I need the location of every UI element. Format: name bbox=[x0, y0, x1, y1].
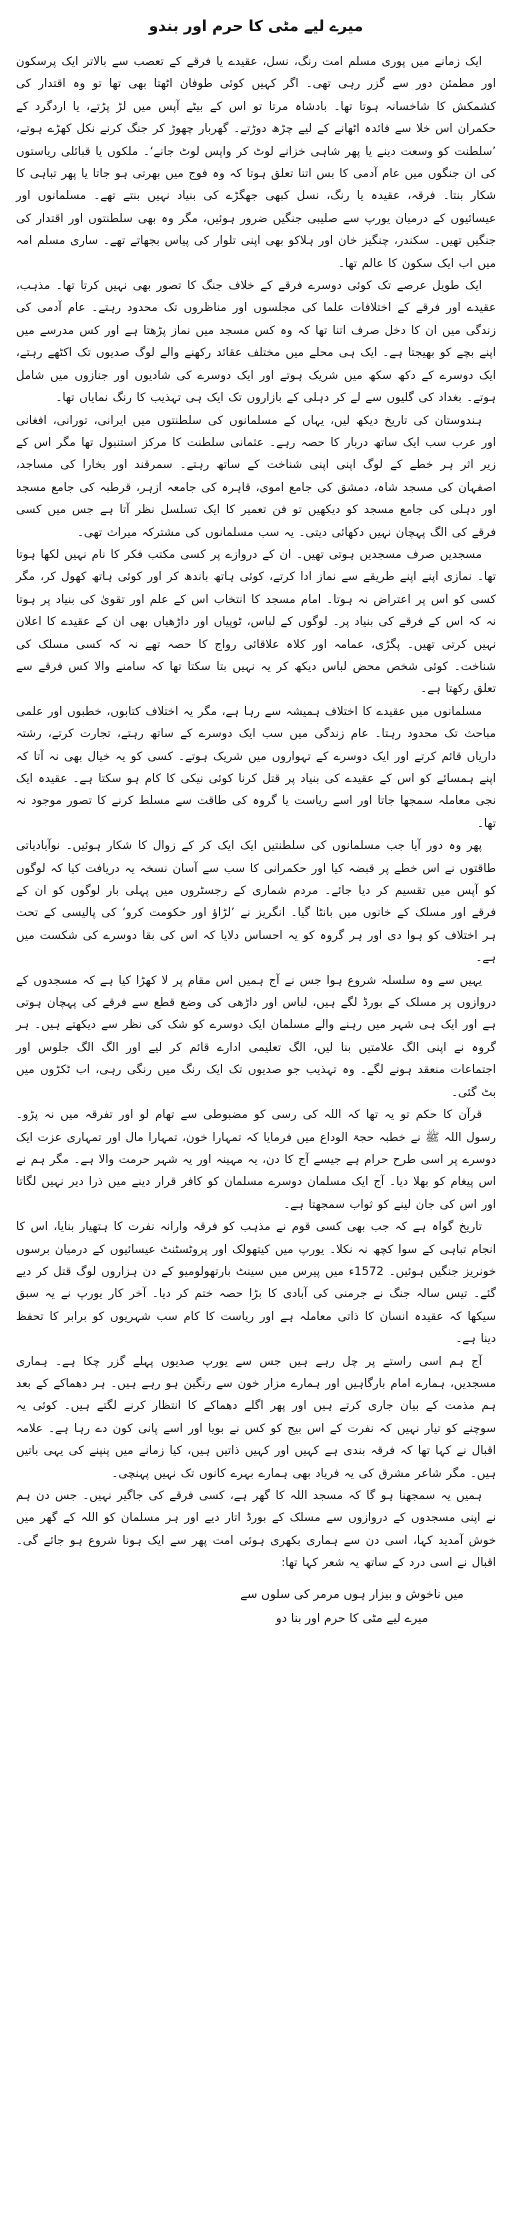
article-title: میرے لیے مٹی کا حرم اور بندو bbox=[148, 17, 364, 35]
verse-line: میں ناخوش و بیزار ہوں مرمر کی سلوں سے bbox=[240, 1586, 464, 1601]
article-paragraph: ایک طویل عرصے تک کوئی دوسرے فرقے کے خلاف جنگ کا تصور بھی نہیں کرتا تھا۔ مذہب، عقیدے اور فرقے کے اختلافات علما کی مجلسوں اور مناظروں تک محدود رہتے۔ عام آدمی کی زندگی میں ان کا دخل صرف اتنا تھا کہ وہ کس مسجد میں نماز پڑھتا ہے اور کس مدرسے میں اپنے بچے کو بھیجتا ہے۔ ایک ہی محلے میں مختلف عقائد رکھنے والے لوگ صدیوں تک اکٹھے رہتے، ایک دوسرے کے دکھ سکھ میں شریک ہوتے اور ایک دوسرے کی شادیوں اور جنازوں میں شامل ہوتے۔ بغداد کی گلیوں سے لے کر دہلی کے بازاروں تک ایک ہی تہذیب کا رنگ نمایاں تھا۔ bbox=[16, 278, 496, 405]
article-paragraph: ہمیں یہ سمجھنا ہو گا کہ مسجد اللہ کا گھر ہے، کسی فرقے کی جاگیر نہیں۔ جس دن ہم نے اپنی مسجدوں کے دروازوں سے مسلک کے بورڈ اتار دیے اور ہر مسلمان کو اللہ کے گھر میں خوش آمدید کہا، اسی دن سے ہماری بکھری ہوئی امت پھر سے ایک ہونا شروع ہو جائے گی۔ اقبال نے اسی درد کے ساتھ یہ شعر کہا تھا: bbox=[16, 1488, 496, 1570]
closing-verse bbox=[208, 1582, 496, 1630]
article-body bbox=[16, 50, 496, 1574]
article-paragraph: مسجدیں صرف مسجدیں ہوتی تھیں۔ ان کے دروازے پر کسی مکتب فکر کا نام نہیں لکھا ہوتا تھا۔ نمازی اپنے اپنے طریقے سے نماز ادا کرتے، کوئی ہاتھ باندھ کر اور کوئی ہاتھ کھول کر، مگر کسی کو اس پر اعتراض نہ ہوتا۔ امام مسجد کا انتخاب اس کے علم اور تقویٰ کی بنیاد پر ہوتا نہ کہ اس کے فرقے کی بنیاد پر۔ لوگوں کے لباس، ٹوپیاں اور داڑھیاں بھی ان کے عقیدے کا اعلان نہیں کرتی تھیں۔ پگڑی، عمامہ اور کلاہ علاقائی رواج کا حصہ تھے نہ کہ کسی مسلک کی شناخت۔ کوئی شخص محض لباس دیکھ کر یہ نہیں بتا سکتا تھا کہ سامنے والا کس فرقے سے تعلق رکھتا ہے۔ bbox=[16, 546, 496, 696]
article-paragraph: مسلمانوں میں عقیدے کا اختلاف ہمیشہ سے رہا ہے، مگر یہ اختلاف کتابوں، خطبوں اور علمی مباحث تک محدود رہتا۔ عام زندگی میں سب ایک دوسرے کے ساتھ رہتے، تجارت کرتے، رشتہ داریاں قائم کرتے اور ایک دوسرے کے تہواروں میں شریک ہوتے۔ کسی کو یہ خیال بھی نہ آتا کہ اپنے ہمسائے کو اس کے عقیدے کی بنیاد پر قتل کرنا کوئی نیکی کا کام ہو سکتا ہے۔ عقیدہ ایک نجی معاملہ سمجھا جاتا اور اسے ریاست یا گروہ کی طاقت سے مسلط کرنے کا تصور موجود نہ تھا۔ bbox=[16, 703, 496, 830]
article-paragraph: قرآن کا حکم تو یہ تھا کہ اللہ کی رسی کو مضبوطی سے تھام لو اور تفرقہ میں نہ پڑو۔ رسول اللہ ﷺ نے خطبہ حجۃ الوداع میں فرمایا کہ تمہارا خون، تمہارا مال اور تمہاری عزت ایک دوسرے پر اسی طرح حرام ہے جیسے آج کا دن، یہ مہینہ اور یہ شہر حرمت والا ہے۔ مگر ہم نے اس پیغام کو بھلا دیا۔ آج ایک مسلمان دوسرے مسلمان کو کافر قرار دینے میں ذرا دیر نہیں لگاتا اور اس کی جان لینے کو ثواب سمجھتا ہے۔ bbox=[16, 1107, 496, 1211]
article-paragraph: پھر وہ دور آیا جب مسلمانوں کی سلطنتیں ایک ایک کر کے زوال کا شکار ہوئیں۔ نوآبادیاتی طاقتوں نے اس خطے پر قبضہ کیا اور حکمرانی کا سب سے آسان نسخہ یہ دریافت کیا کہ لوگوں کو آپس میں تقسیم کر دیا جائے۔ مردم شماری کے رجسٹروں میں پہلی بار لوگوں کو ان کے فرقے اور مسلک کے خانوں میں بانٹا گیا۔ انگریز نے ’لڑاؤ اور حکومت کرو‘ کی پالیسی کے تحت ہر اختلاف کو ہوا دی اور ہر گروہ کو یہ احساس دلایا کہ اس کی بقا دوسرے کی شکست میں ہے۔ bbox=[16, 838, 496, 965]
article-paragraph: آج ہم اسی راستے پر چل رہے ہیں جس سے یورپ صدیوں پہلے گزر چکا ہے۔ ہماری مسجدیں، ہمارے امام بارگاہیں اور ہمارے مزار خون سے رنگین ہو رہے ہیں۔ ہر دھماکے کے بعد ہم مذمت کے بیان جاری کرتے ہیں اور پھر اگلے دھماکے کا انتظار کرنے لگتے ہیں۔ کوئی یہ سوچنے کو تیار نہیں کہ نفرت کے اس بیج کو کس نے بویا اور اسے پانی کون دے رہا ہے۔ علامہ اقبال نے کہا تھا کہ فرقہ بندی ہے کہیں اور کہیں ذاتیں ہیں، کیا زمانے میں پنپنے کی یہی باتیں ہیں۔ مگر شاعر مشرق کی یہ فریاد بھی ہمارے بہرے کانوں تک نہیں پہنچی۔ bbox=[16, 1353, 496, 1480]
article-paragraph: یہیں سے وہ سلسلہ شروع ہوا جس نے آج ہمیں اس مقام پر لا کھڑا کیا ہے کہ مسجدوں کے دروازوں پر مسلک کے بورڈ لگے ہیں، لباس اور داڑھی کی وضع قطع سے فرقے کی پہچان ہوتی ہے اور ایک ہی شہر میں رہنے والے مسلمان ایک دوسرے کو شک کی نظر سے دیکھتے ہیں۔ ہر گروہ نے اپنی الگ علامتیں بنا لیں، الگ تعلیمی ادارے قائم کر لیے اور الگ الگ جلوس اور اجتماعات منعقد ہونے لگے۔ وہ تہذیب جو صدیوں تک ایک رنگ میں رنگی رہی، اب ٹکڑوں میں بٹ گئی۔ bbox=[16, 972, 496, 1099]
article-paragraph: ہندوستان کی تاریخ دیکھ لیں، یہاں کے مسلمانوں کی سلطنتوں میں ایرانی، تورانی، افغانی اور عرب سب ایک ساتھ دربار کا حصہ رہے۔ عثمانی سلطنت کا مرکز استنبول تھا مگر اس کے زیر اثر ہر خطے کے لوگ اپنی اپنی شناخت کے ساتھ رہتے۔ سمرقند اور بخارا کی مساجد، اصفہان کی مسجد شاہ، دمشق کی جامع اموی، قاہرہ کی جامعہ ازہر، قرطبہ کی جامع مسجد اور دہلی کی جامع مسجد کو دیکھیں تو فن تعمیر کا ایک تسلسل نظر آتا ہے جس میں کسی فرقے کی الگ پہچان نہیں دکھائی دیتی۔ یہ سب مسلمانوں کی مشترکہ میراث تھی۔ bbox=[16, 412, 496, 539]
article-paragraph: ایک زمانے میں پوری مسلم امت رنگ، نسل، عقیدے یا فرقے کے تعصب سے بالاتر ایک پرسکون اور مطمئن دور سے گزر رہی تھی۔ اگر کہیں کوئی طوفان اٹھتا بھی تھا تو وہ اقتدار کی کشمکش کا شاخسانہ ہوتا تھا۔ بادشاہ مرتا تو اس کے بیٹے آپس میں لڑ پڑتے، یا اردگرد کے حکمران اس خلا سے فائدہ اٹھانے کے لیے چڑھ دوڑتے۔ گھربار چھوڑ کر جنگ کرنے نکل کھڑے ہوتے، ’سلطنت کو وسعت دینے یا پھر شاہی خزانے لوٹ کر واپس لوٹ جانے‘۔ ملکوں یا قبائلی ریاستوں کی ان جنگوں میں عام آدمی کا بس اتنا تعلق ہوتا کہ وہ فوج میں بھرتی ہو جاتا یا پھر تباہی کا شکار بنتا۔ فرقہ، عقیدہ یا رنگ، نسل کبھی جھگڑے کی بنیاد نہیں بنتے تھے۔ مسلمانوں اور عیسائیوں کے درمیان یورپ سے صلیبی جنگیں ضرور ہوئیں، مگر وہ بھی سلطنتوں اور اقتدار کی جنگیں تھیں۔ سکندر، چنگیز خان اور ہلاکو بھی اپنی تلوار کی پیاس بجھاتے تھے۔ ساری مسلم امہ میں اب ایک سکون کا عالم تھا۔ bbox=[16, 54, 496, 270]
verse-line: میرے لیے مٹی کا حرم اور بنا دو bbox=[275, 1610, 429, 1625]
article-paragraph: تاریخ گواہ ہے کہ جب بھی کسی قوم نے مذہب کو فرقہ وارانہ نفرت کا ہتھیار بنایا، اس کا انجام تباہی کے سوا کچھ نہ نکلا۔ یورپ میں کیتھولک اور پروٹسٹنٹ عیسائیوں کے درمیان برسوں خونریز جنگیں ہوئیں۔ 1572ء میں پیرس میں سینٹ بارتھولومیو کے دن ہزاروں لوگ قتل کر دیے گئے۔ تیس سالہ جنگ نے جرمنی کی آبادی کا بڑا حصہ ختم کر دیا۔ آخر کار یورپ نے یہ سبق سیکھا کہ عقیدہ انسان کا ذاتی معاملہ ہے اور ریاست کا کام سب شہریوں کو برابر کا تحفظ دینا ہے۔ bbox=[16, 1219, 496, 1346]
